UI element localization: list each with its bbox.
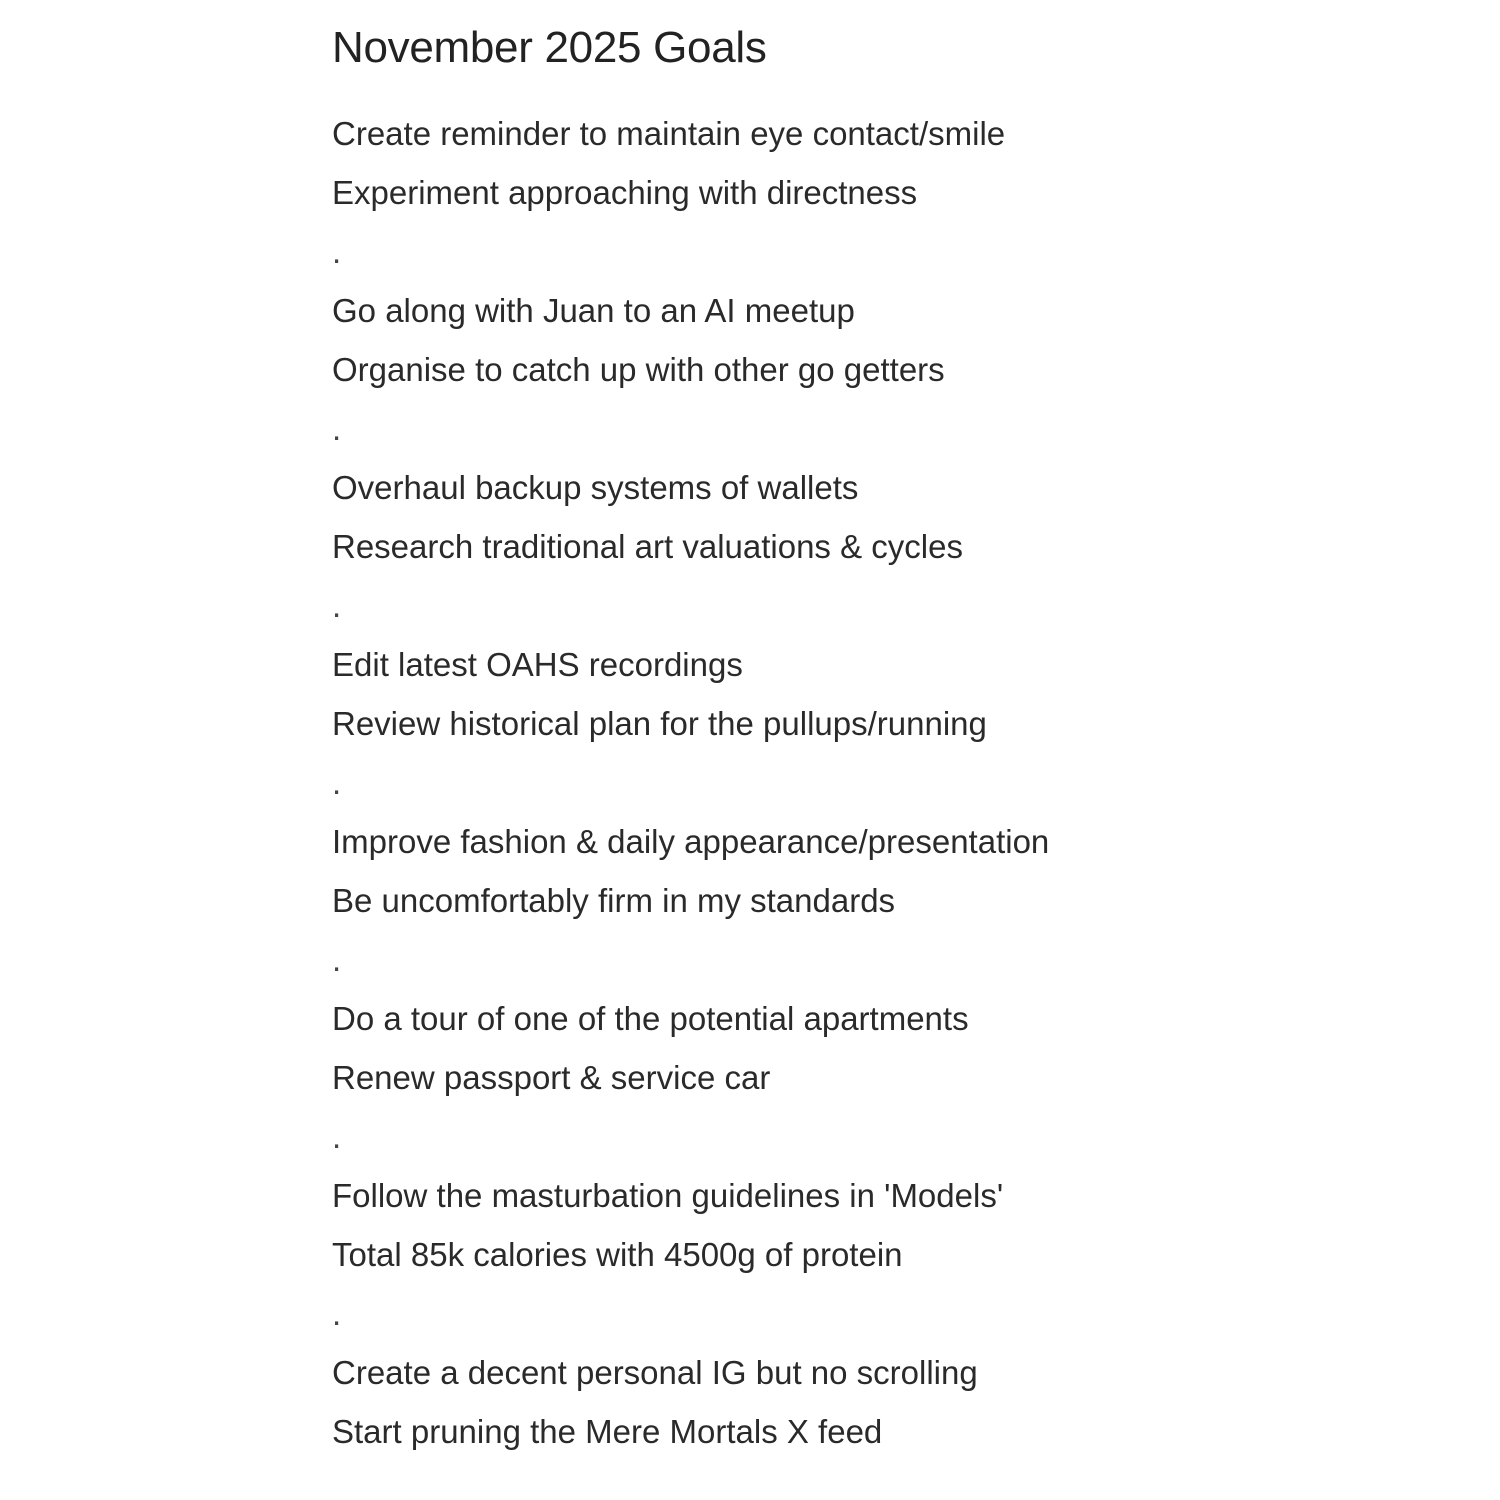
section-separator: . [332, 587, 342, 624]
section-separator: . [332, 410, 342, 447]
goal-line: Create a decent personal IG but no scrolling [332, 1354, 978, 1391]
goal-line: Be uncomfortably firm in my standards [332, 882, 896, 919]
goal-line: Research traditional art valuations & cycles [332, 528, 963, 565]
section-separator: . [332, 233, 342, 270]
document-title: November 2025 Goals [332, 23, 767, 72]
goal-line: Create reminder to maintain eye contact/smile [332, 115, 1006, 152]
section-separator: . [332, 1295, 342, 1332]
goal-line: Start pruning the Mere Mortals X feed [332, 1413, 883, 1450]
section-separator: . [332, 1118, 342, 1155]
goal-line: Renew passport & service car [332, 1059, 771, 1096]
goal-line: Do a tour of one of the potential apartments [332, 1000, 969, 1037]
goal-line: Experiment approaching with directness [332, 174, 918, 211]
goal-line: Edit latest OAHS recordings [332, 646, 743, 683]
goal-line: Total 85k calories with 4500g of protein [332, 1236, 903, 1273]
goal-line: Overhaul backup systems of wallets [332, 469, 859, 506]
goal-line: Improve fashion & daily appearance/presentation [332, 823, 1050, 860]
goal-line: Review historical plan for the pullups/running [332, 705, 987, 742]
goals-document [332, 20, 1432, 1461]
goal-line: Organise to catch up with other go getters [332, 351, 945, 388]
section-separator: . [332, 941, 342, 978]
goal-line: Go along with Juan to an AI meetup [332, 292, 855, 329]
goal-line: Follow the masturbation guidelines in 'Models' [332, 1177, 1004, 1214]
section-separator: . [332, 764, 342, 801]
